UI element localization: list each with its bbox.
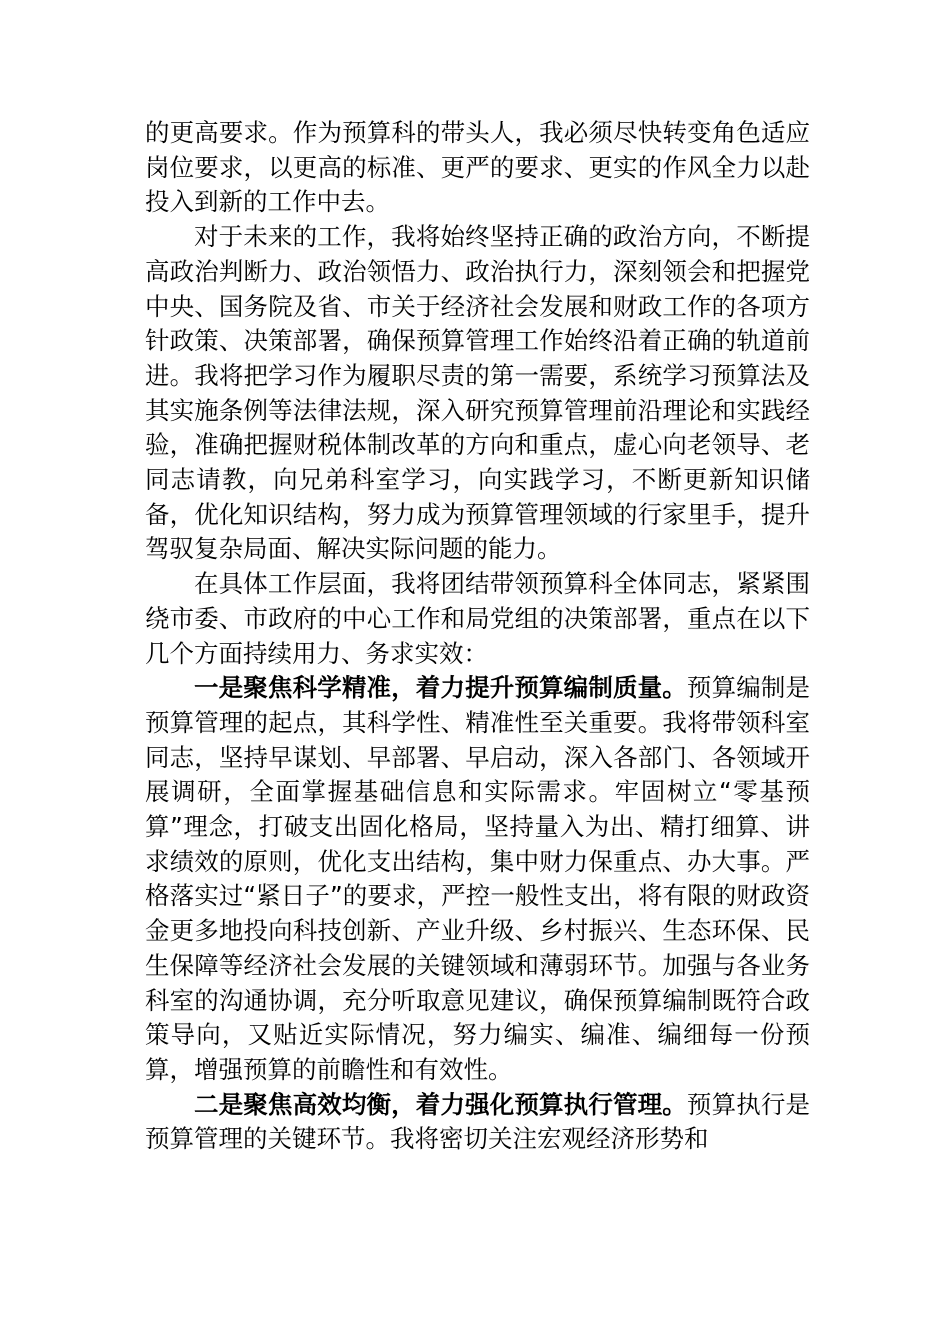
paragraph-2-text: 对于未来的工作，我将始终坚持正确的政治方向，不断提高政治判断力、政治领悟力、政治执行力，深刻领会和把握党中央、国务院及省、市关于经济社会发展和财政工作的各项方针政策、决策部署，确保预算管理工作始终沿着正确的轨道前进。我将把学习作为履职尽责的第一需要，系统学习预算法及其实施条例等法律法规，深入研究预算管理前沿理论和实践经验，准确把握财税体制改革的方向和重点，虚心向老领导、老同志请教，向兄弟科室学习，向实践学习，不断更新知识储备，优化知识结构，努力成为预算管理领域的行家里手，提升驾驭复杂局面、解决实际问题的能力。 <box>145 222 810 564</box>
document-body <box>145 116 810 1157</box>
paragraph-3-text: 在具体工作层面，我将团结带领预算科全体同志，紧紧围绕市委、市政府的中心工作和局党组的决策部署，重点在以下几个方面持续用力、务求实效： <box>145 569 810 668</box>
paragraph-5-lead: 二是聚焦高效均衡，着力强化预算执行管理。 <box>194 1089 687 1119</box>
paragraph-2 <box>145 220 810 567</box>
paragraph-5 <box>145 1088 810 1157</box>
paragraph-4-lead: 一是聚焦科学精准，着力提升预算编制质量。 <box>194 673 687 703</box>
paragraph-4 <box>145 671 810 1087</box>
paragraph-3 <box>145 567 810 671</box>
paragraph-1 <box>145 116 810 220</box>
paragraph-1-text: 的更高要求。作为预算科的带头人，我必须尽快转变角色适应岗位要求，以更高的标准、更严的要求、更实的作风全力以赴投入到新的工作中去。 <box>145 118 810 217</box>
paragraph-5-text: 预算执行是预算管理的关键环节。我将密切关注宏观经济形势和 <box>145 1089 811 1154</box>
paragraph-4-text: 预算编制是预算管理的起点，其科学性、精准性至关重要。我将带领科室同志，坚持早谋划、早部署、早启动，深入各部门、各领域开展调研，全面掌握基础信息和实际需求。牢固树立“零基预算”理念，打破支出固化格局，坚持量入为出、精打细算、讲求绩效的原则，优化支出结构，集中财力保重点、办大事。严格落实过“紧日子”的要求，严控一般性支出，将有限的财政资金更多地投向科技创新、产业升级、乡村振兴、生态环保、民生保障等经济社会发展的关键领域和薄弱环节。加强与各业务科室的沟通协调，充分听取意见建议，确保预算编制既符合政策导向，又贴近实际情况，努力编实、编准、编细每一份预算，增强预算的前瞻性和有效性。 <box>145 673 811 1084</box>
